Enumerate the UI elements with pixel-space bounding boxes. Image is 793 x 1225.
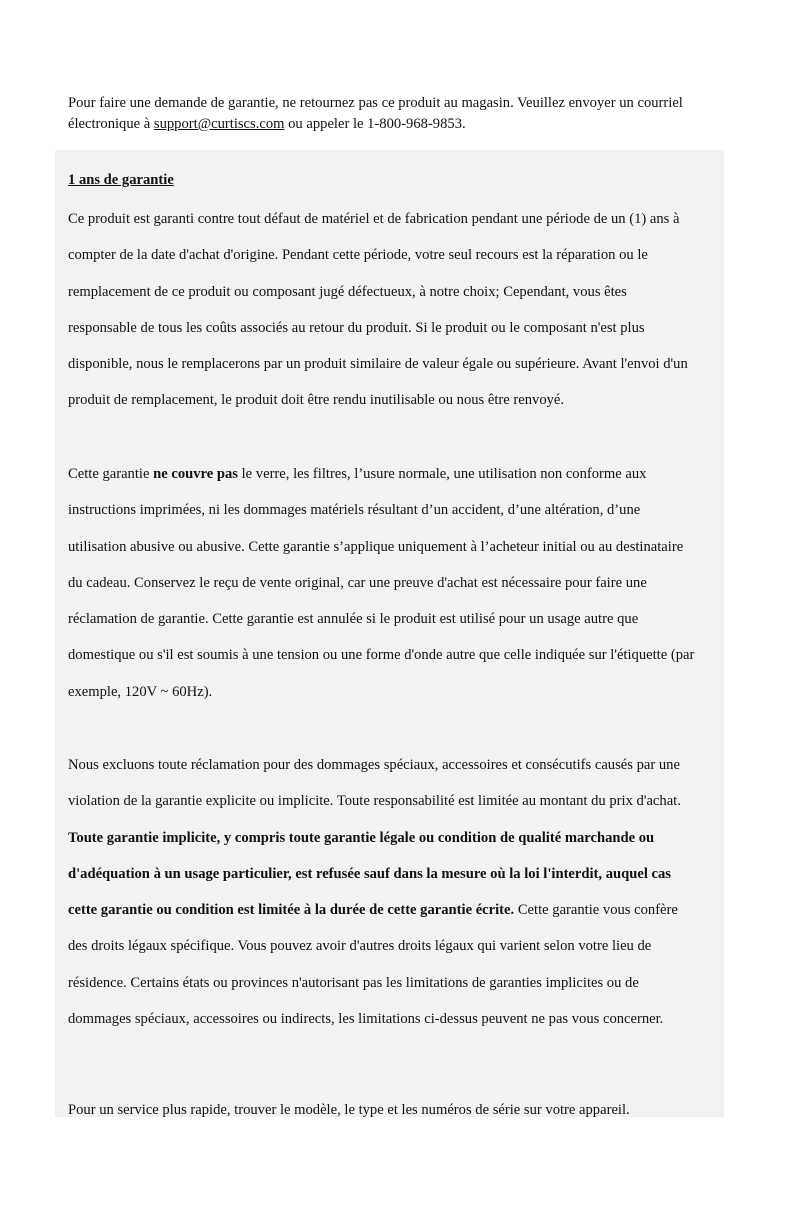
exclusions-line: instructions imprimées, ni les dommages matériels résultant d’un accident, d’une altération, d’une bbox=[68, 502, 641, 519]
implied-warranty-bold-text: cette garantie ou condition est limitée à la durée de cette garantie écrite. bbox=[68, 902, 515, 919]
service-note-line: Pour un service plus rapide, trouver le modèle, le type et les numéros de série sur votre appareil. bbox=[68, 1102, 630, 1118]
exclusions-text: Cette garantie bbox=[68, 466, 154, 482]
coverage-line: Ce produit est garanti contre tout défaut de matériel et de fabrication pendant une période de un (1) ans à bbox=[68, 211, 680, 227]
exclusions-line: réclamation de garantie. Cette garantie est annulée si le produit est utilisé pour un usage autre que bbox=[68, 611, 639, 628]
liability-line: dommages spéciaux, accessoires ou indirects, les limitations ci-dessus peuvent ne pas vous concerner. bbox=[68, 1011, 664, 1028]
liability-text: Cette garantie vous confère bbox=[514, 902, 678, 919]
intro-text-after: ou appeler le 1-800-968-9853. bbox=[284, 116, 466, 132]
coverage-line: responsable de tous les coûts associés au retour du produit. Si le produit ou le composant n'est plus bbox=[68, 319, 645, 336]
service-note-paragraph bbox=[68, 1092, 724, 1128]
warranty-heading: 1 ans de garantie bbox=[68, 172, 174, 188]
warranty-claim-intro bbox=[68, 93, 728, 135]
liability-line: des droits légaux spécifique. Vous pouvez avoir d'autres droits légaux qui varient selon votre lieu de bbox=[68, 938, 652, 955]
exclusions-line: exemple, 120V ~ 60Hz). bbox=[68, 683, 213, 700]
exclusions-line: utilisation abusive ou abusive. Cette garantie s’applique uniquement à l’acheteur initial ou au destinataire bbox=[68, 538, 684, 555]
coverage-line: remplacement de ce produit ou composant jugé défectueux, à notre choix; Cependant, vous êtes bbox=[68, 283, 627, 300]
implied-warranty-bold-line: d'adéquation à un usage particulier, est refusée sauf dans la mesure où la loi l'interdit, auquel cas bbox=[68, 865, 671, 882]
exclusions-paragraph bbox=[68, 456, 724, 710]
exclusions-line bbox=[68, 456, 724, 492]
coverage-paragraph bbox=[68, 201, 724, 419]
liability-line bbox=[68, 892, 724, 928]
liability-paragraph bbox=[68, 747, 724, 1037]
coverage-line: disponible, nous le remplacerons par un produit similaire de valeur égale ou supérieure. Avant l'envoi d'un bbox=[68, 356, 688, 373]
liability-line: violation de la garantie explicite ou implicite. Toute responsabilité est limitée au montant du prix d'achat. bbox=[68, 793, 681, 810]
exclusions-line: domestique ou s'il est soumis à une tension ou une forme d'onde autre que celle indiquée sur l'étiquette (par bbox=[68, 647, 695, 664]
liability-line: résidence. Certains états ou provinces n'autorisant pas les limitations de garanties implicites ou de bbox=[68, 974, 639, 991]
support-email-link[interactable]: support@curtiscs.com bbox=[153, 116, 285, 132]
intro-text-before: Pour faire une demande de garantie, ne retournez pas ce produit au magasin. Veuillez envoyer un courriel électronique à bbox=[68, 95, 683, 132]
liability-line: Nous excluons toute réclamation pour des dommages spéciaux, accessoires et consécutifs causés par une bbox=[68, 757, 680, 773]
implied-warranty-bold-line: Toute garantie implicite, y compris toute garantie légale ou condition de qualité marchande ou bbox=[68, 829, 655, 846]
not-covered-emphasis: ne couvre pas bbox=[153, 466, 238, 482]
exclusions-line: du cadeau. Conservez le reçu de vente original, car une preuve d'achat est nécessaire pour faire une bbox=[68, 574, 647, 591]
exclusions-text: le verre, les filtres, l’usure normale, une utilisation non conforme aux bbox=[237, 466, 647, 482]
warranty-panel bbox=[55, 150, 724, 1117]
coverage-line: compter de la date d'achat d'origine. Pendant cette période, votre seul recours est la réparation ou le bbox=[68, 247, 648, 264]
coverage-line: produit de remplacement, le produit doit être rendu inutilisable ou nous être renvoyé. bbox=[68, 392, 565, 409]
